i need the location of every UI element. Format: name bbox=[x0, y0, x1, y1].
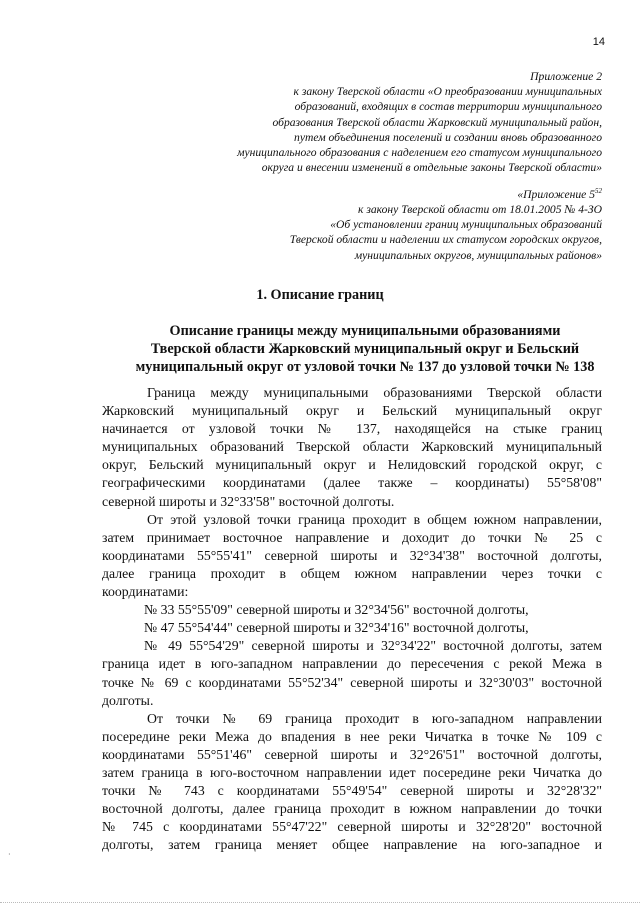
coordinate-list-item: № 47 55°54'44" северной широты и 32°34'16" восточной долготы, bbox=[144, 620, 529, 636]
page-bottom-edge bbox=[0, 902, 640, 903]
appendix-reference-line: «Об установлении границ муниципальных образований bbox=[330, 218, 602, 232]
appendix-line: Приложение 2 bbox=[530, 70, 602, 83]
paragraph-line: муниципальных образований Тверской области Жарковский муниципальный bbox=[102, 439, 602, 455]
heading-line: Описание границы между муниципальными образованиями bbox=[169, 323, 561, 339]
margin-mark: · bbox=[8, 850, 11, 859]
paragraph-line: долготы, затем граница меняет общее направление на юго-западное и bbox=[102, 837, 602, 853]
appendix-line: к закону Тверской области «О преобразовании муниципальных bbox=[293, 85, 602, 99]
paragraph-line: далее граница проходит в общем южном направлении через точки с bbox=[102, 565, 602, 581]
page-number: 14 bbox=[592, 36, 605, 48]
paragraph-line: затем граница в юго-восточном направлении идет посередине реки Чичатка до bbox=[102, 764, 602, 780]
appendix-reference-line: к закону Тверской области от 18.01.2005 № 4-ЗО bbox=[358, 203, 602, 217]
paragraph-line: географическими координатами (далее также – координаты) 55°58'08" bbox=[102, 475, 602, 491]
paragraph-line: округ, Бельский муниципальный округ и Нелидовский городской округ, с bbox=[102, 457, 602, 473]
paragraph-line: № 745 с координатами 55°47'22" северной широты и 32°28'20" восточной bbox=[102, 819, 602, 835]
paragraph-line: долготы. bbox=[102, 692, 154, 708]
paragraph-line: затем принимает восточное направление и доходит до точки № 25 с bbox=[102, 529, 602, 545]
appendix-reference-title bbox=[290, 184, 602, 202]
paragraph-line: точки № 743 с координатами 55°49'54" северной широты и 32°28'32" bbox=[102, 783, 602, 799]
paragraph-line: От точки № 69 граница проходит в юго-западном направлении bbox=[147, 710, 602, 726]
body-text bbox=[102, 384, 602, 854]
paragraph-line: посередине реки Межа до впадения в нее реки Чичатка в точке № 109 с bbox=[102, 728, 602, 744]
paragraph-line: Жарковский муниципальный округ и Бельский муниципальный округ bbox=[102, 403, 602, 419]
appendix-reference bbox=[290, 184, 602, 263]
paragraph-line: восточной долготы, далее граница проходит в южном направлении до точки bbox=[102, 801, 602, 817]
appendix-reference-title-text: «Приложение 5 bbox=[517, 187, 595, 201]
paragraph-line: От этой узловой точки граница проходит в общем южном направлении, bbox=[147, 511, 602, 527]
appendix-line: округа и внесении изменений в отдельные законы Тверской области» bbox=[261, 161, 602, 175]
paragraph-line: северной широты и 32°33'58" восточной долготы. bbox=[102, 493, 395, 509]
paragraph-line: граница идет в юго-западном направлении до пересечения с рекой Межа в bbox=[102, 656, 602, 672]
heading-line: Тверской области Жарковский муниципальный округ и Бельский bbox=[150, 341, 580, 357]
paragraph-line: координатами 55°55'41" северной широты и 32°34'38" восточной долготы, bbox=[102, 547, 602, 563]
paragraph-line: Граница между муниципальными образованиями Тверской области bbox=[147, 385, 602, 400]
heading-line: муниципальный округ от узловой точки № 137 до узловой точки № 138 bbox=[135, 359, 595, 375]
appendix-reference-line: муниципальных округов, муниципальных районов» bbox=[354, 248, 602, 262]
paragraph-line: № 49 55°54'29" северной широты и 32°34'22" восточной долготы, затем bbox=[144, 638, 602, 654]
paragraph-line: координатами: bbox=[102, 584, 189, 600]
section-title: 1. Описание границ bbox=[256, 287, 384, 303]
appendix-line: муниципального образования с наделением его статусом муниципального bbox=[237, 146, 602, 160]
paragraph-line: координатами 55°51'46" северной широты и 32°26'51" восточной долготы, bbox=[102, 746, 602, 762]
coordinate-list-item: № 33 55°55'09" северной широты и 32°34'56" восточной долготы, bbox=[144, 602, 529, 618]
paragraph-line: начинается от узловой точки № 137, находящейся на стыке границ bbox=[102, 421, 602, 437]
appendix-line: образований, входящих в состав территории муниципального bbox=[294, 100, 602, 114]
paragraph-line: точке № 69 с координатами 55°52'34" северной широты и 32°30'03" восточной bbox=[102, 674, 602, 690]
appendix-line: путем объединения поселений и создании вновь образованного bbox=[294, 130, 602, 144]
appendix-line: образования Тверской области Жарковский муниципальный район, bbox=[272, 115, 602, 129]
document-heading bbox=[100, 322, 630, 376]
appendix-header bbox=[237, 69, 602, 175]
appendix-reference-line: Тверской области и наделении их статусом городских округов, bbox=[289, 233, 602, 247]
appendix-reference-superscript: 52 bbox=[595, 187, 602, 195]
